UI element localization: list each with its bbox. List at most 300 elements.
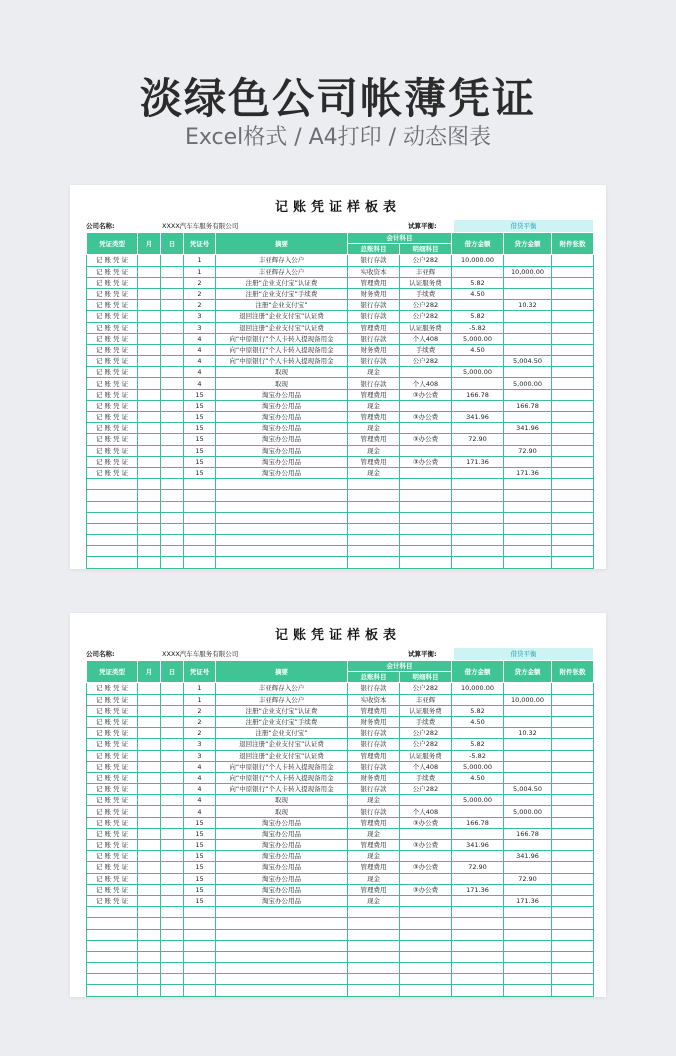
- attachments-cell: [552, 277, 594, 288]
- day-cell: [161, 255, 184, 266]
- credit-cell: [504, 862, 552, 873]
- detail-account-cell: ③办公费: [400, 389, 452, 400]
- voucher-no-cell: 2: [184, 705, 216, 716]
- empty-cell: [216, 963, 348, 974]
- empty-cell: [161, 490, 184, 501]
- day-cell: [161, 851, 184, 862]
- empty-cell: [400, 974, 452, 985]
- voucher-no-cell: 15: [184, 873, 216, 884]
- debit-cell: [452, 784, 504, 795]
- credit-cell: 72.90: [504, 445, 552, 456]
- voucher-type-cell: 记 账 凭 证: [87, 367, 138, 378]
- debit-cell: 5.82: [452, 311, 504, 322]
- credit-cell: 166.78: [504, 828, 552, 839]
- general-account-cell: 管理费用: [348, 884, 400, 895]
- empty-cell: [184, 501, 216, 512]
- attachments-cell: [552, 400, 594, 411]
- month-cell: [138, 412, 161, 423]
- empty-cell: [184, 929, 216, 940]
- detail-account-cell: 认证服务费: [400, 322, 452, 333]
- empty-cell: [138, 963, 161, 974]
- month-cell: [138, 772, 161, 783]
- summary-cell: 淘宝办公用品: [216, 434, 348, 445]
- empty-table-row: [87, 918, 594, 929]
- attachments-cell: [552, 884, 594, 895]
- summary-cell: 淘宝办公用品: [216, 873, 348, 884]
- empty-cell: [452, 985, 504, 996]
- empty-cell: [504, 929, 552, 940]
- empty-cell: [400, 479, 452, 490]
- trial-balance-label: 试算平衡:: [408, 650, 437, 658]
- empty-cell: [161, 918, 184, 929]
- voucher-no-cell: 3: [184, 311, 216, 322]
- day-cell: [161, 828, 184, 839]
- summary-cell: 注册“企业支付宝”: [216, 300, 348, 311]
- empty-cell: [348, 951, 400, 962]
- voucher-no-cell: 4: [184, 367, 216, 378]
- table-row: [87, 694, 594, 705]
- sheet-title: 记账凭证样板表: [274, 628, 401, 643]
- summary-cell: 取现: [216, 795, 348, 806]
- attachments-cell: [552, 828, 594, 839]
- empty-cell: [138, 512, 161, 523]
- empty-cell: [504, 512, 552, 523]
- day-cell: [161, 467, 184, 478]
- debit-cell: 10,000.00: [452, 683, 504, 694]
- empty-cell: [552, 490, 594, 501]
- general-account-cell: 管理费用: [348, 456, 400, 467]
- credit-cell: [504, 761, 552, 772]
- empty-cell: [400, 523, 452, 534]
- empty-cell: [400, 907, 452, 918]
- month-cell: [138, 277, 161, 288]
- empty-cell: [400, 963, 452, 974]
- day-cell: [161, 761, 184, 772]
- detail-account-cell: [400, 400, 452, 411]
- credit-cell: [504, 322, 552, 333]
- table-row: [87, 266, 594, 277]
- credit-cell: 5,000.00: [504, 806, 552, 817]
- detail-account-cell: [400, 795, 452, 806]
- header-debit: 借方金额: [452, 233, 504, 255]
- empty-cell: [348, 501, 400, 512]
- general-account-cell: 管理费用: [348, 434, 400, 445]
- summary-cell: 向“中原银行”个人卡转入提现备用金: [216, 761, 348, 772]
- summary-cell: 向“中原银行”个人卡转入提现备用金: [216, 356, 348, 367]
- header-summary: 摘要: [216, 661, 348, 683]
- voucher-type-cell: 记 账 凭 证: [87, 716, 138, 727]
- empty-cell: [87, 501, 138, 512]
- empty-cell: [87, 557, 138, 568]
- empty-cell: [216, 929, 348, 940]
- empty-cell: [184, 985, 216, 996]
- day-cell: [161, 694, 184, 705]
- detail-account-cell: [400, 851, 452, 862]
- general-account-cell: 管理费用: [348, 322, 400, 333]
- general-account-cell: 财务费用: [348, 344, 400, 355]
- day-cell: [161, 412, 184, 423]
- table-row: [87, 255, 594, 266]
- voucher-no-cell: 4: [184, 344, 216, 355]
- voucher-type-cell: 记 账 凭 证: [87, 728, 138, 739]
- attachments-cell: [552, 300, 594, 311]
- voucher-no-cell: 2: [184, 277, 216, 288]
- empty-cell: [504, 557, 552, 568]
- detail-account-cell: 个人408: [400, 806, 452, 817]
- summary-cell: 淘宝办公用品: [216, 412, 348, 423]
- voucher-type-cell: 记 账 凭 证: [87, 378, 138, 389]
- detail-account-cell: 丰亚辉: [400, 266, 452, 277]
- empty-cell: [138, 974, 161, 985]
- summary-cell: 丰亚辉存入公户: [216, 683, 348, 694]
- day-cell: [161, 434, 184, 445]
- empty-cell: [552, 523, 594, 534]
- general-account-cell: 现金: [348, 851, 400, 862]
- debit-cell: 166.78: [452, 817, 504, 828]
- empty-cell: [400, 951, 452, 962]
- day-cell: [161, 705, 184, 716]
- month-cell: [138, 750, 161, 761]
- empty-cell: [348, 557, 400, 568]
- trial-balance-label: 试算平衡:: [408, 222, 437, 230]
- voucher-no-cell: 15: [184, 895, 216, 906]
- empty-cell: [452, 557, 504, 568]
- empty-cell: [400, 546, 452, 557]
- day-cell: [161, 716, 184, 727]
- credit-cell: [504, 795, 552, 806]
- attachments-cell: [552, 333, 594, 344]
- debit-cell: 5.82: [452, 705, 504, 716]
- general-account-cell: 现金: [348, 400, 400, 411]
- summary-cell: 淘宝办公用品: [216, 840, 348, 851]
- voucher-table-body: [87, 683, 594, 996]
- empty-cell: [216, 535, 348, 546]
- voucher-no-cell: 15: [184, 434, 216, 445]
- day-cell: [161, 389, 184, 400]
- day-cell: [161, 884, 184, 895]
- empty-cell: [552, 479, 594, 490]
- general-account-cell: 现金: [348, 467, 400, 478]
- empty-cell: [348, 546, 400, 557]
- attachments-cell: [552, 862, 594, 873]
- empty-cell: [400, 512, 452, 523]
- empty-cell: [216, 985, 348, 996]
- day-cell: [161, 400, 184, 411]
- general-account-cell: 银行存款: [348, 728, 400, 739]
- empty-cell: [184, 479, 216, 490]
- general-account-cell: 财务费用: [348, 772, 400, 783]
- month-cell: [138, 333, 161, 344]
- attachments-cell: [552, 367, 594, 378]
- empty-cell: [400, 985, 452, 996]
- empty-cell: [87, 523, 138, 534]
- month-cell: [138, 445, 161, 456]
- header-day: 日: [161, 661, 184, 683]
- credit-cell: 10.32: [504, 300, 552, 311]
- debit-cell: [452, 728, 504, 739]
- empty-cell: [216, 546, 348, 557]
- voucher-no-cell: 15: [184, 840, 216, 851]
- month-cell: [138, 434, 161, 445]
- month-cell: [138, 806, 161, 817]
- empty-cell: [452, 963, 504, 974]
- empty-cell: [216, 479, 348, 490]
- month-cell: [138, 828, 161, 839]
- debit-cell: [452, 356, 504, 367]
- empty-cell: [552, 501, 594, 512]
- detail-account-cell: [400, 423, 452, 434]
- voucher-no-cell: 4: [184, 378, 216, 389]
- table-row: [87, 400, 594, 411]
- general-account-cell: 实收资本: [348, 266, 400, 277]
- empty-cell: [348, 479, 400, 490]
- debit-cell: 5.82: [452, 277, 504, 288]
- voucher-no-cell: 2: [184, 300, 216, 311]
- general-account-cell: 现金: [348, 423, 400, 434]
- debit-cell: 5,000.00: [452, 333, 504, 344]
- voucher-type-cell: 记 账 凭 证: [87, 817, 138, 828]
- voucher-type-cell: 记 账 凭 证: [87, 277, 138, 288]
- table-row: [87, 806, 594, 817]
- empty-cell: [552, 951, 594, 962]
- empty-cell: [161, 907, 184, 918]
- voucher-table: [86, 232, 594, 569]
- voucher-no-cell: 4: [184, 772, 216, 783]
- voucher-no-cell: 1: [184, 255, 216, 266]
- voucher-type-cell: 记 账 凭 证: [87, 344, 138, 355]
- attachments-cell: [552, 456, 594, 467]
- debit-cell: 4.50: [452, 772, 504, 783]
- table-row: [87, 333, 594, 344]
- general-account-cell: 银行存款: [348, 300, 400, 311]
- voucher-no-cell: 15: [184, 467, 216, 478]
- empty-cell: [552, 918, 594, 929]
- voucher-type-cell: 记 账 凭 证: [87, 266, 138, 277]
- voucher-no-cell: 4: [184, 784, 216, 795]
- month-cell: [138, 739, 161, 750]
- voucher-table-body: [87, 255, 594, 568]
- empty-table-row: [87, 907, 594, 918]
- debit-cell: [452, 300, 504, 311]
- empty-cell: [138, 940, 161, 951]
- detail-account-cell: ③办公费: [400, 862, 452, 873]
- voucher-type-cell: 记 账 凭 证: [87, 288, 138, 299]
- summary-cell: 丰亚辉存入公户: [216, 255, 348, 266]
- general-account-cell: 管理费用: [348, 750, 400, 761]
- summary-cell: 淘宝办公用品: [216, 456, 348, 467]
- voucher-type-cell: 记 账 凭 证: [87, 456, 138, 467]
- detail-account-cell: 公户282: [400, 728, 452, 739]
- empty-cell: [552, 535, 594, 546]
- empty-cell: [138, 557, 161, 568]
- detail-account-cell: [400, 367, 452, 378]
- detail-account-cell: 公户282: [400, 311, 452, 322]
- voucher-no-cell: 15: [184, 862, 216, 873]
- empty-cell: [348, 985, 400, 996]
- summary-cell: 取现: [216, 378, 348, 389]
- day-cell: [161, 784, 184, 795]
- summary-cell: 取现: [216, 806, 348, 817]
- attachments-cell: [552, 423, 594, 434]
- day-cell: [161, 873, 184, 884]
- voucher-no-cell: 2: [184, 716, 216, 727]
- header-detail-account: 明细科目: [400, 672, 452, 683]
- voucher-no-cell: 15: [184, 456, 216, 467]
- detail-account-cell: 公户282: [400, 683, 452, 694]
- empty-cell: [138, 951, 161, 962]
- company-label: 公司名称:: [86, 222, 115, 230]
- voucher-type-cell: 记 账 凭 证: [87, 423, 138, 434]
- table-row: [87, 761, 594, 772]
- table-row: [87, 828, 594, 839]
- debit-cell: 341.96: [452, 840, 504, 851]
- voucher-type-cell: 记 账 凭 证: [87, 761, 138, 772]
- attachments-cell: [552, 873, 594, 884]
- general-account-cell: 管理费用: [348, 389, 400, 400]
- voucher-type-cell: 记 账 凭 证: [87, 356, 138, 367]
- voucher-no-cell: 15: [184, 851, 216, 862]
- debit-cell: 5,000.00: [452, 761, 504, 772]
- empty-cell: [161, 974, 184, 985]
- debit-cell: -5.82: [452, 322, 504, 333]
- detail-account-cell: 个人408: [400, 761, 452, 772]
- day-cell: [161, 772, 184, 783]
- empty-cell: [552, 557, 594, 568]
- month-cell: [138, 423, 161, 434]
- header-day: 日: [161, 233, 184, 255]
- empty-cell: [400, 929, 452, 940]
- table-row: [87, 389, 594, 400]
- attachments-cell: [552, 412, 594, 423]
- day-cell: [161, 806, 184, 817]
- table-row: [87, 862, 594, 873]
- debit-cell: [452, 423, 504, 434]
- credit-cell: 171.36: [504, 895, 552, 906]
- month-cell: [138, 862, 161, 873]
- voucher-type-cell: 记 账 凭 证: [87, 739, 138, 750]
- voucher-type-cell: 记 账 凭 证: [87, 434, 138, 445]
- credit-cell: 5,004.50: [504, 784, 552, 795]
- table-row: [87, 412, 594, 423]
- empty-table-row: [87, 963, 594, 974]
- table-row: [87, 423, 594, 434]
- voucher-no-cell: 3: [184, 750, 216, 761]
- attachments-cell: [552, 716, 594, 727]
- day-cell: [161, 895, 184, 906]
- empty-cell: [216, 501, 348, 512]
- detail-account-cell: 认证服务费: [400, 705, 452, 716]
- detail-account-cell: 公户282: [400, 255, 452, 266]
- voucher-type-cell: 记 账 凭 证: [87, 873, 138, 884]
- empty-cell: [184, 940, 216, 951]
- empty-cell: [504, 963, 552, 974]
- empty-cell: [348, 490, 400, 501]
- general-account-cell: 财务费用: [348, 288, 400, 299]
- credit-cell: 72.90: [504, 873, 552, 884]
- voucher-no-cell: 4: [184, 795, 216, 806]
- table-row: [87, 311, 594, 322]
- month-cell: [138, 683, 161, 694]
- empty-cell: [184, 907, 216, 918]
- month-cell: [138, 467, 161, 478]
- detail-account-cell: 手续费: [400, 344, 452, 355]
- empty-table-row: [87, 929, 594, 940]
- detail-account-cell: [400, 873, 452, 884]
- debit-cell: [452, 828, 504, 839]
- empty-table-row: [87, 974, 594, 985]
- empty-cell: [161, 985, 184, 996]
- month-cell: [138, 367, 161, 378]
- general-account-cell: 银行存款: [348, 356, 400, 367]
- empty-cell: [452, 929, 504, 940]
- day-cell: [161, 311, 184, 322]
- empty-cell: [348, 940, 400, 951]
- general-account-cell: 管理费用: [348, 817, 400, 828]
- table-row: [87, 683, 594, 694]
- empty-cell: [87, 490, 138, 501]
- empty-cell: [87, 951, 138, 962]
- header-account-group: 会计科目: [348, 233, 452, 244]
- day-cell: [161, 795, 184, 806]
- day-cell: [161, 378, 184, 389]
- empty-cell: [216, 490, 348, 501]
- summary-cell: 向“中原银行”个人卡转入提现备用金: [216, 784, 348, 795]
- voucher-type-cell: 记 账 凭 证: [87, 694, 138, 705]
- hero-title: 淡绿色公司帐薄凭证: [139, 74, 536, 123]
- empty-cell: [504, 479, 552, 490]
- empty-cell: [400, 557, 452, 568]
- header-general-account: 总账科目: [348, 244, 400, 255]
- month-cell: [138, 795, 161, 806]
- header-voucher-no: 凭证号: [184, 233, 216, 255]
- voucher-no-cell: 15: [184, 389, 216, 400]
- debit-cell: [452, 806, 504, 817]
- summary-cell: 退回注册“企业支付宝”认证费: [216, 311, 348, 322]
- credit-cell: [504, 255, 552, 266]
- attachments-cell: [552, 895, 594, 906]
- month-cell: [138, 884, 161, 895]
- empty-cell: [184, 490, 216, 501]
- credit-cell: [504, 705, 552, 716]
- credit-cell: 10,000.00: [504, 266, 552, 277]
- empty-cell: [138, 490, 161, 501]
- voucher-no-cell: 3: [184, 739, 216, 750]
- voucher-type-cell: 记 账 凭 证: [87, 683, 138, 694]
- empty-cell: [552, 546, 594, 557]
- header-type: 凭证类型: [87, 661, 138, 683]
- empty-cell: [161, 963, 184, 974]
- empty-cell: [400, 535, 452, 546]
- voucher-no-cell: 4: [184, 761, 216, 772]
- table-row: [87, 884, 594, 895]
- detail-account-cell: 公户282: [400, 300, 452, 311]
- empty-cell: [184, 974, 216, 985]
- month-cell: [138, 817, 161, 828]
- voucher-no-cell: 2: [184, 728, 216, 739]
- table-row: [87, 356, 594, 367]
- voucher-type-cell: 记 账 凭 证: [87, 884, 138, 895]
- general-account-cell: 现金: [348, 445, 400, 456]
- voucher-type-cell: 记 账 凭 证: [87, 705, 138, 716]
- empty-cell: [348, 974, 400, 985]
- credit-cell: [504, 683, 552, 694]
- attachments-cell: [552, 784, 594, 795]
- attachments-cell: [552, 356, 594, 367]
- day-cell: [161, 862, 184, 873]
- detail-account-cell: 认证服务费: [400, 277, 452, 288]
- empty-cell: [161, 535, 184, 546]
- voucher-no-cell: 4: [184, 806, 216, 817]
